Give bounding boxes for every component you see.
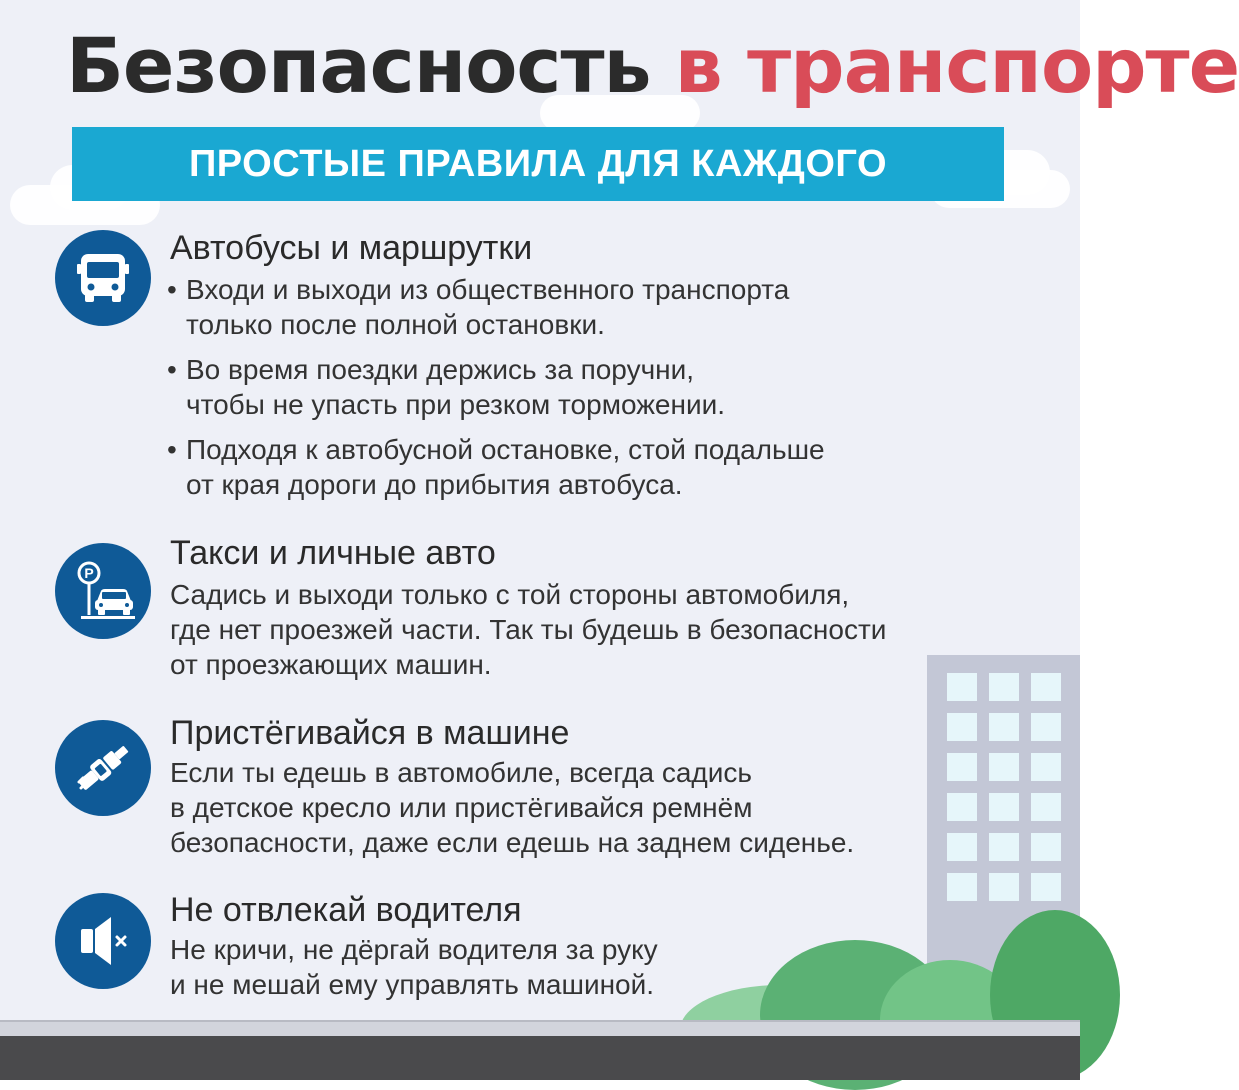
subtitle-text: ПРОСТЫЕ ПРАВИЛА ДЛЯ КАЖДОГО: [188, 142, 888, 185]
building-window: [989, 673, 1019, 701]
section-taxi: [170, 533, 886, 682]
section-text: [170, 577, 886, 682]
list-item: [170, 272, 825, 342]
list-item: [170, 432, 825, 502]
section-seatbelt: [170, 713, 854, 860]
text-line: Садись и выходи только с той стороны автомобиля,: [170, 579, 850, 610]
building-window: [1031, 873, 1061, 901]
text-line: • Во время поездки держись за поручни,: [186, 354, 695, 385]
text-line: чтобы не упасть при резком торможении.: [186, 389, 726, 420]
building-window: [989, 713, 1019, 741]
text-line: от края дороги до прибытия автобуса.: [186, 469, 683, 500]
title-accent: в транспорте: [674, 21, 1239, 110]
building-window: [1031, 793, 1061, 821]
section-text: [170, 932, 658, 1002]
building-window: [947, 833, 977, 861]
building-window: [947, 673, 977, 701]
building-window: [947, 873, 977, 901]
section-text: [170, 755, 854, 860]
text-line: от проезжающих машин.: [170, 649, 492, 680]
text-line: Если ты едешь в автомобиле, всегда садись: [170, 757, 752, 788]
section-title: Автобусы и маршрутки: [170, 229, 533, 267]
mute-speaker-icon: [55, 893, 151, 989]
text-line: безопасности, даже если едешь на заднем сиденье.: [170, 827, 855, 858]
section-driver: [170, 890, 658, 1002]
text-line: где нет проезжей части. Так ты будешь в безопасности: [170, 614, 887, 645]
svg-text:P: P: [84, 565, 94, 581]
building-window: [947, 753, 977, 781]
page-title: [66, 21, 1239, 110]
bus-icon: [55, 230, 151, 326]
building-window: [1031, 833, 1061, 861]
building-window: [1031, 753, 1061, 781]
title-main: Безопасность: [66, 21, 651, 110]
text-line: • Входи и выходи из общественного транспорта: [186, 274, 790, 305]
text-line: Не кричи, не дёргай водителя за руку: [170, 934, 658, 965]
building-window: [947, 793, 977, 821]
list-item: [170, 352, 825, 422]
building-window: [989, 793, 1019, 821]
building-window: [989, 753, 1019, 781]
building-window: [947, 713, 977, 741]
seatbelt-icon: [55, 720, 151, 816]
section-title: Такси и личные авто: [170, 534, 496, 572]
road: [0, 1036, 1080, 1080]
text-line: в детское кресло или пристёгивайся ремнём: [170, 792, 753, 823]
section-title: Не отвлекай водителя: [170, 891, 522, 929]
subtitle-banner: [72, 127, 1004, 201]
building-window: [989, 873, 1019, 901]
section-buses: [170, 228, 825, 502]
section-title: Пристёгивайся в машине: [170, 714, 570, 752]
building-window: [989, 833, 1019, 861]
building-window: [1031, 713, 1061, 741]
text-line: • Подходя к автобусной остановке, стой подальше: [186, 434, 825, 465]
parking-car-icon: [55, 543, 151, 639]
text-line: и не мешай ему управлять машиной.: [170, 969, 655, 1000]
building-window: [1031, 673, 1061, 701]
text-line: только после полной остановки.: [186, 309, 605, 340]
